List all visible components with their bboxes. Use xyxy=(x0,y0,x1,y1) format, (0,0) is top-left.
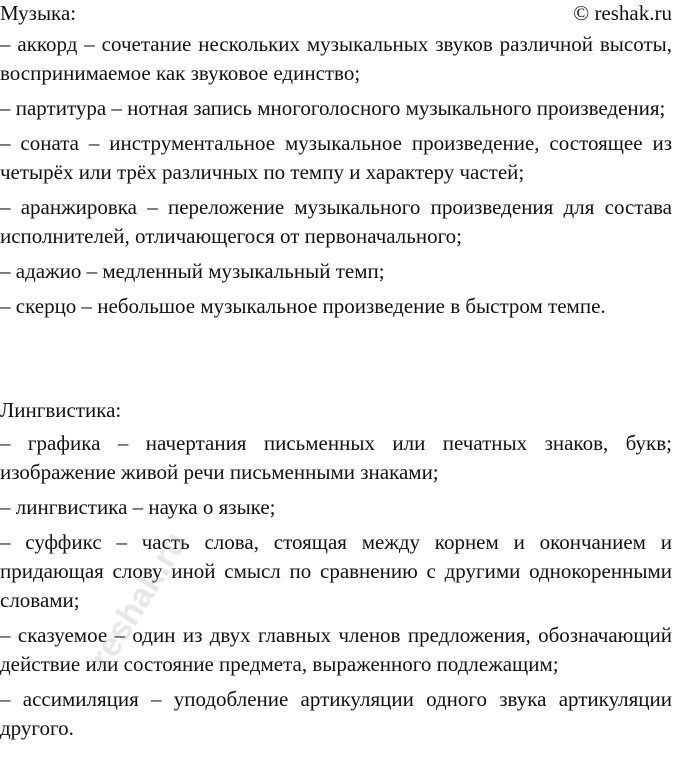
page-header xyxy=(0,0,672,26)
linguistics-definitions xyxy=(0,396,672,749)
definition-item: – соната – инструментальное музыкальное произведение, состоящее из четырёх или трёх различных по темпу и характеру частей; xyxy=(0,131,672,184)
definition-item: – аранжировка – переложение музыкального произведения для состава исполнителей, отличающегося от первоначального; xyxy=(0,195,672,248)
definition-item: – графика – начертания письменных или печатных знаков, букв; изображение живой речи письменными знаками; xyxy=(0,431,672,484)
definition-item: – сказуемое – один из двух главных членов предложения, обозначающий действие или состояние предмета, выраженного подлежащим; xyxy=(0,623,672,676)
definition-item: – скерцо – небольшое музыкальное произведение в быстром темпе. xyxy=(0,294,606,318)
definition-item: – суффикс – часть слова, стоящая между корнем и окончанием и придающая слову иной смысл по сравнению с другими однокоренными словами; xyxy=(0,530,672,612)
copyright-label: © reshak.ru xyxy=(573,1,672,25)
music-section-title: Музыка: xyxy=(0,1,77,25)
watermark-logo: reshak.ru xyxy=(82,525,196,676)
definition-item: – ассимиляция – уподобление артикуляции одного звука артикуляции другого. xyxy=(0,687,672,740)
definition-item: – адажио – медленный музыкальный темп; xyxy=(0,259,385,283)
definition-item: – лингвистика – наука о языке; xyxy=(0,495,276,519)
definition-item: – партитура – нотная запись многоголосного музыкального произведения; xyxy=(0,96,666,120)
music-definitions xyxy=(0,30,672,327)
definition-item: – аккорд – сочетание нескольких музыкальных звуков различной высоты, воспринимаемое как звуковое единство; xyxy=(0,32,672,85)
linguistics-section-title: Лингвистика: xyxy=(0,398,122,422)
